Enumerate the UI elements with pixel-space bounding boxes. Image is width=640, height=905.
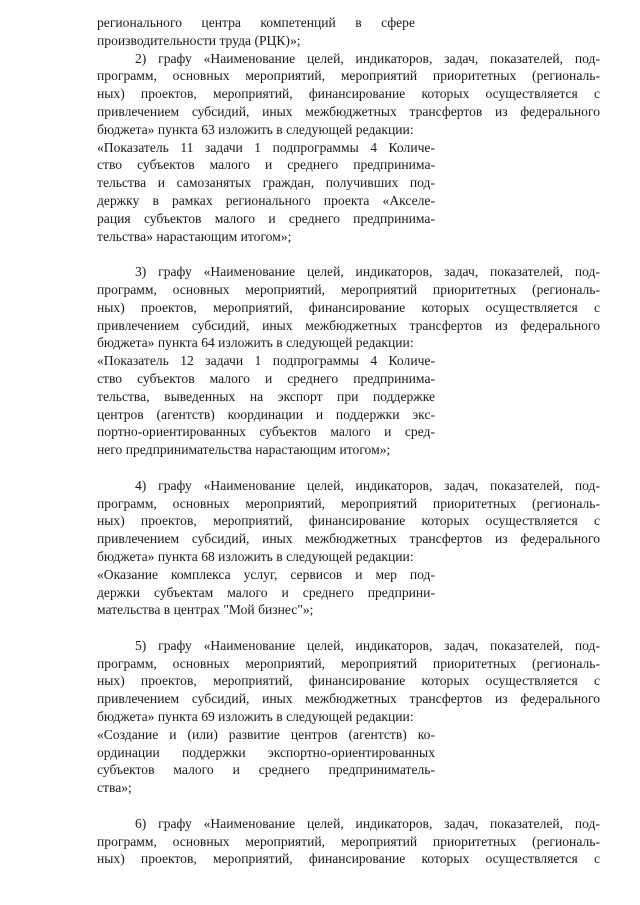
paragraph-gap xyxy=(97,797,600,815)
paragraph-block xyxy=(97,263,600,459)
text-line: программ, основных мероприятий, мероприятий приоритетных (региональ- xyxy=(97,68,600,84)
paragraph-block xyxy=(97,477,600,619)
text-line: 5) графу «Наименование целей, индикаторов, задач, показателей, под- xyxy=(135,637,600,653)
document-page xyxy=(97,14,600,868)
text-line: 3) графу «Наименование целей, индикаторов, задач, показателей, под- xyxy=(135,264,600,280)
text-line: ных) проектов, мероприятий, финансирование которых осуществляется с xyxy=(97,673,600,689)
text-line: ных) проектов, мероприятий, финансирование которых осуществляется с xyxy=(97,851,600,867)
text-line: него предпринимательства нарастающим итогом»; xyxy=(97,442,391,458)
text-line: тельства и самозанятых граждан, получивших под- xyxy=(97,175,435,191)
text-line: портно-ориентированных субъектов малого и сред- xyxy=(97,424,435,440)
text-line: мательства в центрах "Мой бизнес"»; xyxy=(97,602,314,618)
paragraph-block xyxy=(97,14,600,50)
text-line: 4) графу «Наименование целей, индикаторов, задач, показателей, под- xyxy=(135,477,600,493)
text-line: бюджета» пункта 68 изложить в следующей редакции: xyxy=(97,548,414,564)
paragraph-gap xyxy=(97,245,600,263)
text-line: программ, основных мероприятий, мероприятий приоритетных (региональ- xyxy=(97,281,600,297)
text-line: привлечением субсидий, иных межбюджетных трансфертов из федерального xyxy=(97,691,600,707)
text-line: ных) проектов, мероприятий, финансирование которых осуществляется с xyxy=(97,299,600,315)
text-line: «Оказание комплекса услуг, сервисов и мер под- xyxy=(97,566,435,582)
text-line: «Создание и (или) развитие центров (агентств) ко- xyxy=(97,726,435,742)
paragraph-block xyxy=(97,637,600,797)
text-line: регионального центра компетенций в сфере xyxy=(97,15,415,30)
text-line: ординации поддержки экспортно-ориентированных xyxy=(97,744,435,760)
text-line: бюджета» пункта 63 изложить в следующей редакции: xyxy=(97,121,414,137)
text-line: центров (агентств) координации и поддержки экс- xyxy=(97,406,435,422)
text-line: «Показатель 11 задачи 1 подпрограммы 4 Количе- xyxy=(97,139,435,155)
text-line: привлечением субсидий, иных межбюджетных трансфертов из федерального xyxy=(97,531,600,547)
text-line: программ, основных мероприятий, мероприятий приоритетных (региональ- xyxy=(97,495,600,511)
paragraph-block xyxy=(97,815,600,868)
text-line: 6) графу «Наименование целей, индикаторов, задач, показателей, под- xyxy=(135,815,600,831)
text-line: ство субъектов малого и среднего предпринима- xyxy=(97,157,435,173)
text-line: ство субъектов малого и среднего предпринима- xyxy=(97,370,435,386)
paragraph-gap xyxy=(97,619,600,637)
text-line: держки субъектам малого и среднего предприни- xyxy=(97,584,435,600)
text-line: субъектов малого и среднего предприниматель- xyxy=(97,762,435,778)
text-line: бюджета» пункта 64 изложить в следующей редакции: xyxy=(97,335,414,351)
text-line: привлечением субсидий, иных межбюджетных трансфертов из федерального xyxy=(97,103,600,119)
text-line: держку в рамках регионального проекта «Акселе- xyxy=(97,192,435,208)
text-line: производительности труда (РЦК)»; xyxy=(97,32,301,48)
text-line: рация субъектов малого и среднего предпринима- xyxy=(97,210,435,226)
text-line: тельства» нарастающим итогом»; xyxy=(97,228,292,244)
text-line: программ, основных мероприятий, мероприятий приоритетных (региональ- xyxy=(97,833,600,849)
paragraph-gap xyxy=(97,459,600,477)
text-line: ства»; xyxy=(97,780,132,796)
text-line: тельства, выведенных на экспорт при поддержке xyxy=(97,388,435,404)
text-line: ных) проектов, мероприятий, финансирование которых осуществляется с xyxy=(97,513,600,529)
text-line: «Показатель 12 задачи 1 подпрограммы 4 Количе- xyxy=(97,353,435,369)
paragraph-block xyxy=(97,50,600,246)
text-line: 2) графу «Наименование целей, индикаторов, задач, показателей, под- xyxy=(135,50,600,66)
text-line: ных) проектов, мероприятий, финансирование которых осуществляется с xyxy=(97,86,600,102)
text-line: привлечением субсидий, иных межбюджетных трансфертов из федерального xyxy=(97,317,600,333)
text-line: программ, основных мероприятий, мероприятий приоритетных (региональ- xyxy=(97,655,600,671)
text-line: бюджета» пункта 69 изложить в следующей редакции: xyxy=(97,709,414,725)
